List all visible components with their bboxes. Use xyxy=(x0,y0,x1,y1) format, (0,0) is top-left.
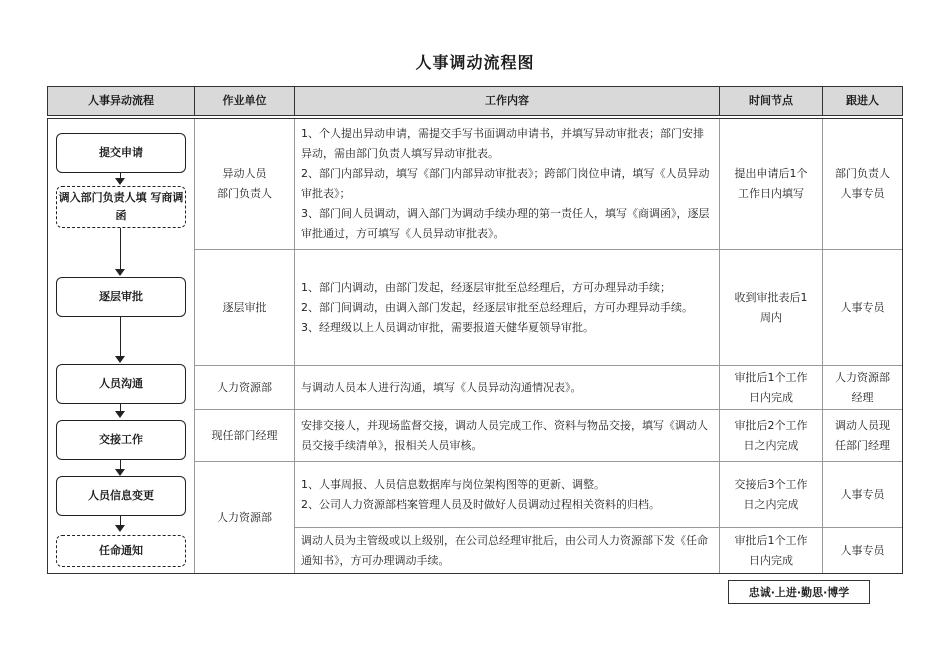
row1-time: 提出申请后1个 工作日内填写 xyxy=(734,167,808,200)
row6-time: 审批后1个工作 日内完成 xyxy=(734,533,808,567)
row4-content: 安排交接人，并现场监督交接，调动人员完成工作、资料与物品交接，填写《调动人员交接手续清单》，报相关人员审核。 xyxy=(301,418,708,452)
flow-step-communication: 人员沟通 xyxy=(56,364,186,404)
row5-unit: 人力资源部 xyxy=(217,510,272,524)
flow-step-info-change: 人员信息变更 xyxy=(56,476,186,516)
row6-content: 调动人员为主管级或以上级别，在公司总经理审批后，由公司人力资源部下发《任命通知书》，方可办理调动手续。 xyxy=(301,533,708,567)
header-time: 时间节点 xyxy=(749,94,793,107)
row1-owner: 部门负责人 人事专员 xyxy=(835,167,890,200)
row1-content: 1、个人提出异动申请，需提交手写书面调动申请书，并填写异动审批表；部门安排异动，需由部门负责人填写异动审批表。 2、部门内部异动，填写《部门内部异动审批表》；跨部门岗位申请，填写《人员异动审批表》； 3、部门间人员调动，调入部门为调动手续办理的第一责任人，填写《商调函》，逐层审批通过，方可填写《人员异动审批表》。 xyxy=(301,127,710,240)
row4-time: 审批后2个工作 日之内完成 xyxy=(734,418,808,452)
row5-owner: 人事专员 xyxy=(840,487,885,501)
flow-step-approval: 逐层审批 xyxy=(56,277,186,317)
row1-unit: 异动人员 部门负责人 xyxy=(217,167,272,200)
row4-unit: 现任部门经理 xyxy=(211,428,278,442)
row2-time: 收到审批表后1 周内 xyxy=(734,290,808,324)
row3-content: 与调动人员本人进行沟通，填写《人员异动沟通情况表》。 xyxy=(301,380,582,394)
header-content: 工作内容 xyxy=(485,94,529,107)
row2-content: 1、部门内调动，由部门发起，经逐层审批至总经理后，方可办理异动手续； 2、部门间调动，由调入部门发起，经逐层审批至总经理后，方可办理异动手续。 3、经理级以上人员调动审批，需要报道天健华夏领导审批。 xyxy=(301,280,693,334)
flow-step-handover: 交接工作 xyxy=(56,420,186,460)
header-owner: 跟进人 xyxy=(846,94,879,107)
company-motto: 忠诚·上进·勤思·博学 xyxy=(728,580,870,604)
header-flow: 人事异动流程 xyxy=(88,94,154,107)
table-header xyxy=(47,86,903,116)
row2-unit: 逐层审批 xyxy=(222,300,267,314)
row2-owner: 人事专员 xyxy=(840,300,885,314)
row5-content: 1、人事周报、人员信息数据库与岗位架构图等的更新、调整。 2、公司人力资源部档案管理人员及时做好人员调动过程相关资料的归档。 xyxy=(301,477,660,511)
row5-time: 交接后3个工作 日之内完成 xyxy=(734,477,808,511)
row3-owner: 人力资源部 经理 xyxy=(835,370,890,404)
header-unit: 作业单位 xyxy=(222,94,267,107)
flow-step-submit: 提交申请 xyxy=(56,133,186,173)
row6-owner: 人事专员 xyxy=(840,543,885,557)
row3-unit: 人力资源部 xyxy=(217,380,272,394)
flow-step-appointment-notice: 任命通知 xyxy=(56,535,186,567)
page-title: 人事调动流程图 xyxy=(415,53,535,72)
row3-time: 审批后1个工作 日内完成 xyxy=(734,370,808,404)
process-table xyxy=(47,118,903,574)
flow-step-transfer-letter: 调入部门负责人填 写商调函 xyxy=(56,186,186,228)
row4-owner: 调动人员现 任部门经理 xyxy=(835,418,890,452)
